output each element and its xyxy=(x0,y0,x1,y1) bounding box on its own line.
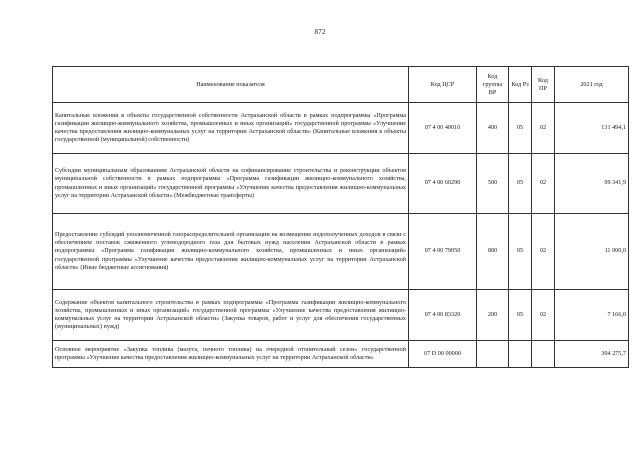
row-rz xyxy=(509,341,532,368)
row-pr: 02 xyxy=(532,290,555,341)
row-rz: 05 xyxy=(509,103,532,154)
row-rz: 05 xyxy=(509,214,532,290)
row-name: Субсидии муниципальным образованиям Астраханской области на софинансирование строительства и реконструкции объектов муниципальной собственности в рамках подпрограммы «Программа газификации жилищно-коммунального хозяйства, промышленных и иных организаций» государственной программы «Улучшение качества предоставления жилищно-коммунальных услуг на территории Астраханской области» (Межбюджетные трансферты) xyxy=(53,154,409,214)
header-code: Код ЦСР xyxy=(409,67,477,103)
header-group: Код группы ВР xyxy=(477,67,509,103)
row-name: Капитальные вложения в объекты государственной собственности Астраханской области в рамках подпрограммы «Программа газификации жилищно-коммунального хозяйства, промышленных и иных организаций» государственной программы «Улучшение качества предоставления жилищно-коммунальных услуг на территории Астраханской области» (Капитальные вложения в объекты государственной (муниципальной) собственности) xyxy=(53,103,409,154)
row-group: 800 xyxy=(477,214,509,290)
row-amount: 131 494,1 xyxy=(555,103,629,154)
header-rz: Код Рз xyxy=(509,67,532,103)
row-code: 07 4 00 83320 xyxy=(409,290,477,341)
row-pr xyxy=(532,341,555,368)
row-amount: 11 000,0 xyxy=(555,214,629,290)
header-pr: Код ПР xyxy=(532,67,555,103)
row-amount: 99 341,9 xyxy=(555,154,629,214)
row-code: 07 4 00 40010 xyxy=(409,103,477,154)
table-row xyxy=(53,154,629,214)
table-row xyxy=(53,290,629,341)
row-name: Основное мероприятие «Закупка топлива (мазута, печного топлива) на очередной отопительный сезон» государственной программы «Улучшение качества предоставления жилищно-коммунальных услуг на территории Астраханской области» xyxy=(53,341,409,368)
row-group xyxy=(477,341,509,368)
row-pr: 02 xyxy=(532,103,555,154)
row-code: 07 4 00 79050 xyxy=(409,214,477,290)
table-row xyxy=(53,103,629,154)
table-row xyxy=(53,341,629,368)
table-row xyxy=(53,214,629,290)
row-rz: 05 xyxy=(509,290,532,341)
table-header-row xyxy=(53,67,629,103)
budget-table xyxy=(52,66,629,368)
row-rz: 05 xyxy=(509,154,532,214)
row-code: 07 4 00 60290 xyxy=(409,154,477,214)
row-pr: 02 xyxy=(532,214,555,290)
row-pr: 02 xyxy=(532,154,555,214)
row-name: Содержание объектов капитального строительства в рамках подпрограммы «Программа газификации жилищно-коммунального хозяйства, промышленных и иных организаций» государственной программы «Улучшение качества предоставления жилищно-коммунальных услуг на территории Астраханской области» (Закупка товаров, работ и услуг для обеспечения государственных (муниципальных) нужд) xyxy=(53,290,409,341)
row-amount: 304 275,7 xyxy=(555,341,629,368)
header-name: Наименование показателя xyxy=(53,67,409,103)
row-group: 400 xyxy=(477,103,509,154)
row-amount: 7 166,0 xyxy=(555,290,629,341)
row-code: 07 D 00 00000 xyxy=(409,341,477,368)
row-group: 500 xyxy=(477,154,509,214)
page-number: 872 xyxy=(314,28,326,36)
header-year: 2021 год xyxy=(555,67,629,103)
row-name: Предоставление субсидий уполномоченной газораспределительной организации на возмещение недополученных доходов в связи с обеспечением поставок сжиженного углеводородного газа для бытовых нужд населения Астраханской области в рамках подпрограммы «Программа газификации жилищно-коммунального хозяйства, промышленных и иных организаций» государственной программы «Улучшение качества предоставления жилищно-коммунальных услуг на территории Астраханской области» (Иные бюджетные ассигнования) xyxy=(53,214,409,290)
row-group: 200 xyxy=(477,290,509,341)
